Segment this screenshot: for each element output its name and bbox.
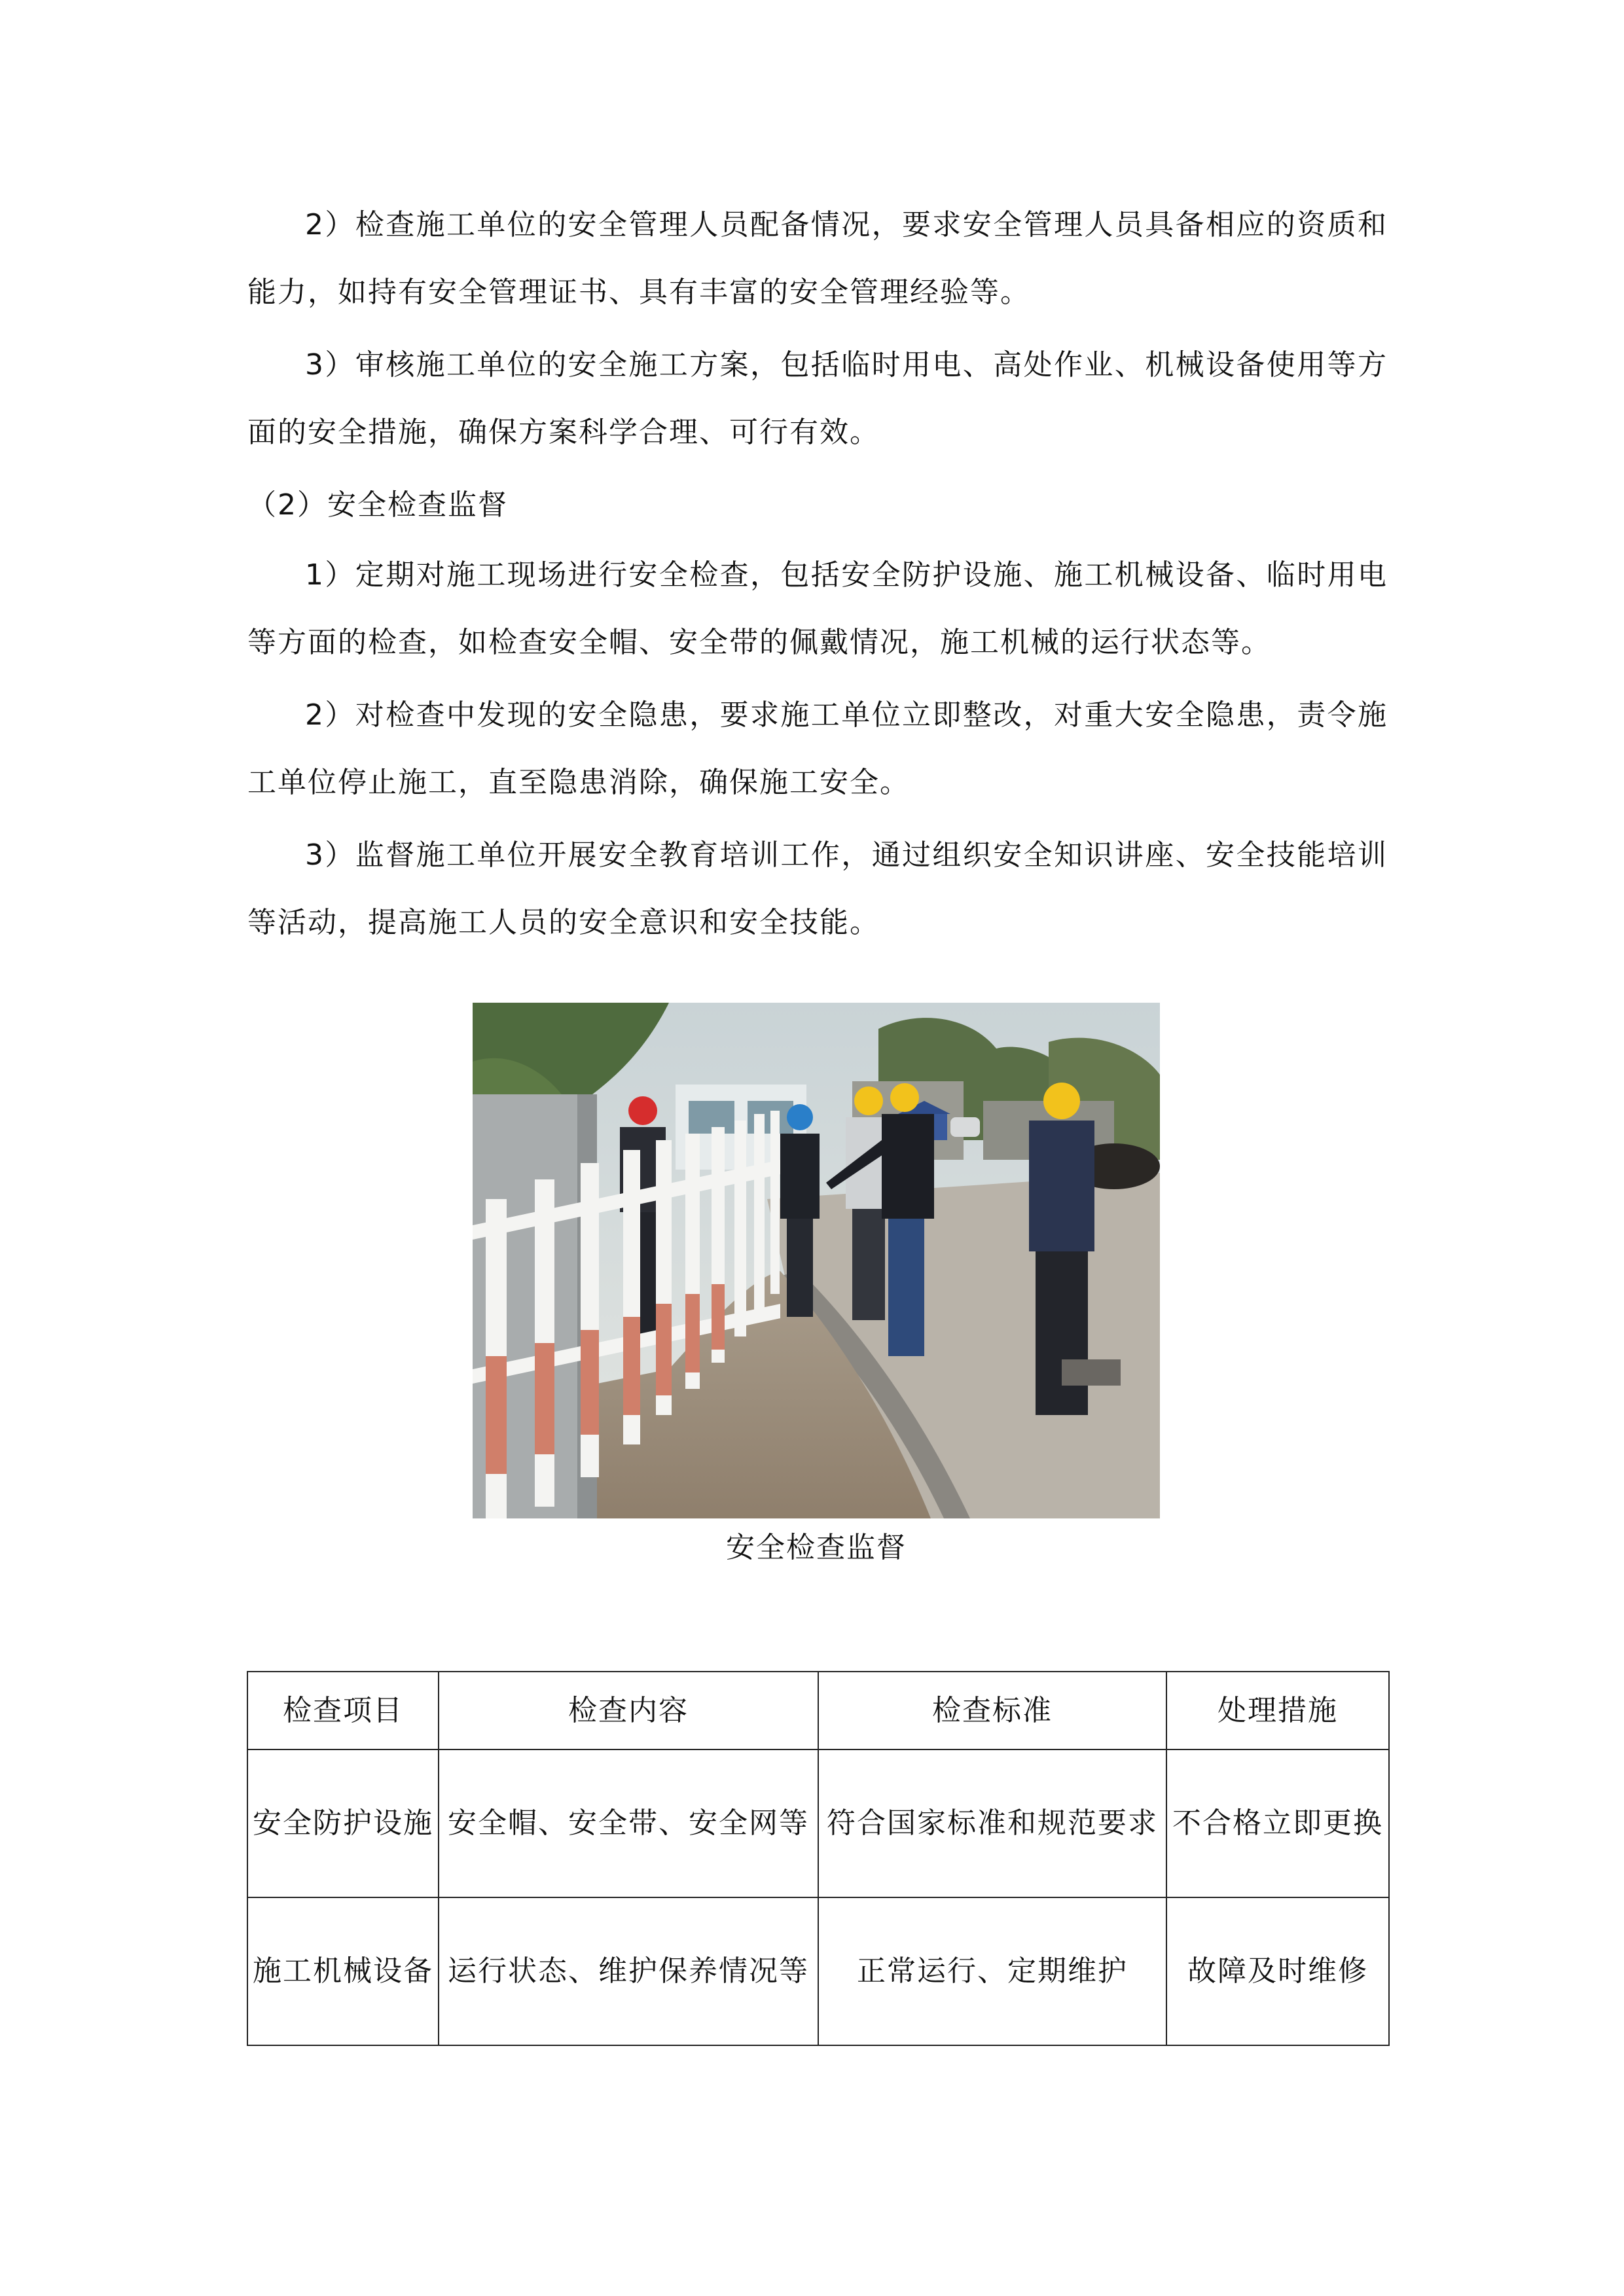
table-row <box>247 1749 1389 1897</box>
table-header-cell: 检查内容 <box>439 1672 818 1749</box>
paragraph: 2）对检查中发现的安全隐患，要求施工单位立即整改，对重大安全隐患，责令施工单位停止施工，直至隐患消除，确保施工安全。 <box>247 698 1388 799</box>
paragraph: 2）检查施工单位的安全管理人员配备情况，要求安全管理人员具备相应的资质和能力，如持有安全管理证书、具有丰富的安全管理经验等。 <box>247 208 1388 309</box>
table-header-cell: 检查项目 <box>247 1672 439 1749</box>
photo-illustration <box>473 1003 1160 1518</box>
table-cell: 运行状态、维护保养情况等 <box>439 1897 818 2045</box>
paragraph: 3）监督施工单位开展安全教育培训工作，通过组织安全知识讲座、安全技能培训等活动，提高施工人员的安全意识和安全技能。 <box>247 838 1388 939</box>
table-cell: 施工机械设备 <box>247 1897 439 2045</box>
table-header-cell: 处理措施 <box>1166 1672 1389 1749</box>
table-header-row <box>247 1672 1389 1749</box>
table-cell: 正常运行、定期维护 <box>818 1897 1166 2045</box>
table-cell: 安全防护设施 <box>247 1749 439 1897</box>
table-header-cell: 检查标准 <box>818 1672 1166 1749</box>
figure-caption: 安全检查监督 <box>726 1531 907 1564</box>
paragraph: 3）审核施工单位的安全施工方案，包括临时用电、高处作业、机械设备使用等方面的安全措施，确保方案科学合理、可行有效。 <box>247 348 1388 449</box>
site-inspection-photo <box>473 1003 1160 1518</box>
body-text <box>247 191 1388 961</box>
section-heading: （2）安全检查监督 <box>247 488 508 522</box>
table-cell: 故障及时维修 <box>1166 1897 1389 2045</box>
table-cell: 符合国家标准和规范要求 <box>818 1749 1166 1897</box>
table-cell: 不合格立即更换 <box>1166 1749 1389 1897</box>
table-cell: 安全帽、安全带、安全网等 <box>439 1749 818 1897</box>
inspection-table <box>247 1671 1390 2046</box>
table-row <box>247 1897 1389 2045</box>
paragraph: 1）定期对施工现场进行安全检查，包括安全防护设施、施工机械设备、临时用电等方面的检查，如检查安全帽、安全带的佩戴情况，施工机械的运行状态等。 <box>247 558 1388 659</box>
